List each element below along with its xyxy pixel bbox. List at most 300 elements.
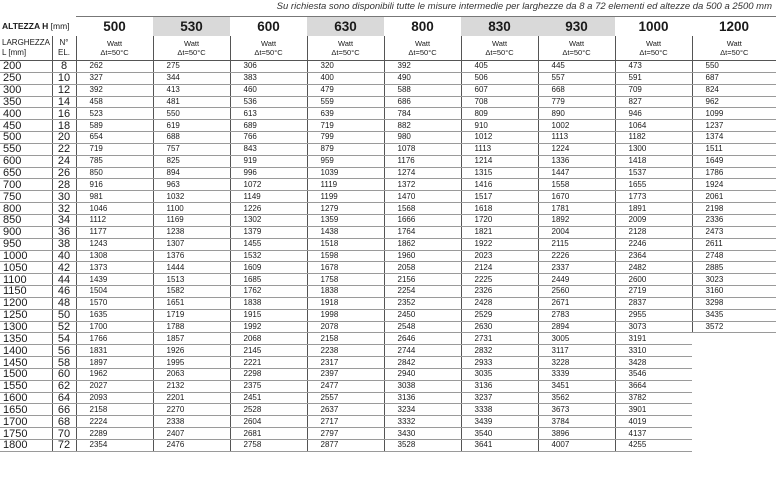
watt-value-cell: 1892 [538,214,615,226]
watt-unit-header [615,36,692,61]
watt-label: Watt [183,39,200,48]
watt-value-cell [692,392,776,404]
element-count-cell: 72 [52,440,76,452]
table-row [0,274,776,286]
watt-value-cell: 413 [153,84,230,96]
watt-value-cell: 1719 [153,309,230,321]
watt-value-cell: 1558 [538,179,615,191]
watt-value-cell: 1649 [692,155,776,167]
watt-value-cell: 1447 [538,167,615,179]
watt-value-cell: 2428 [461,297,538,309]
watt-value-cell: 607 [461,84,538,96]
element-count-cell: 10 [52,72,76,84]
table-row [0,357,776,369]
watt-value-cell: 2063 [153,368,230,380]
watt-value-cell: 2270 [153,404,230,416]
height-col-header: 600 [230,17,307,37]
width-column-header [0,36,52,61]
watt-value-cell: 2246 [615,238,692,250]
watt-value-cell: 1838 [230,297,307,309]
watt-value-cell: 1214 [461,155,538,167]
watt-value-cell: 3228 [538,357,615,369]
watt-value-cell: 1960 [384,250,461,262]
element-count-cell: 54 [52,333,76,345]
watt-value-cell: 687 [692,72,776,84]
table-row [0,380,776,392]
watt-value-cell: 3339 [538,368,615,380]
watt-value-cell: 1300 [615,143,692,155]
width-cell: 1300 [0,321,52,333]
height-col-header: 830 [461,17,538,37]
watt-value-cell: 3572 [692,321,776,333]
watt-value-cell: 4255 [615,440,692,452]
watt-value-cell: 1766 [76,333,153,345]
watt-value-cell: 1670 [538,191,615,203]
watt-value-cell: 2375 [230,380,307,392]
watt-value-cell: 3234 [384,404,461,416]
table-row [0,238,776,250]
delta-t-label: Δt=50°C [331,48,360,57]
width-cell: 1350 [0,333,52,345]
watt-value-cell: 1720 [461,214,538,226]
height-col-header: 530 [153,17,230,37]
watt-value-cell: 2128 [615,226,692,238]
watt-value-cell: 688 [153,132,230,144]
watt-value-cell: 2837 [615,297,692,309]
watt-value-cell: 1962 [76,368,153,380]
watt-value-cell: 996 [230,167,307,179]
watt-value-cell: 4137 [615,428,692,440]
element-count-cell: 28 [52,179,76,191]
table-row [0,368,776,380]
watt-value-cell: 2482 [615,262,692,274]
watt-value-cell: 1831 [76,345,153,357]
watt-value-cell: 1786 [692,167,776,179]
watt-value-cell: 2238 [307,345,384,357]
watt-value-cell: 2548 [384,321,461,333]
watt-value-cell: 1922 [461,238,538,250]
width-cell: 1450 [0,357,52,369]
width-cell: 1500 [0,368,52,380]
watt-value-cell: 2646 [384,333,461,345]
width-cell: 1600 [0,392,52,404]
watt-value-cell: 2115 [538,238,615,250]
watt-value-cell: 2317 [307,357,384,369]
table-row [0,262,776,274]
watt-value-cell: 1039 [307,167,384,179]
watt-value-cell: 1302 [230,214,307,226]
watt-value-cell: 709 [615,84,692,96]
watt-value-cell: 1651 [153,297,230,309]
watt-value-cell: 4019 [615,416,692,428]
watt-value-cell: 1224 [538,143,615,155]
element-count-cell: 12 [52,84,76,96]
table-row [0,84,776,96]
element-count-cell: 26 [52,167,76,179]
watt-value-cell: 1762 [230,286,307,298]
watt-value-cell: 481 [153,96,230,108]
watt-value-cell: 1897 [76,357,153,369]
watt-value-cell: 1315 [461,167,538,179]
count-label: N° [59,38,69,47]
heat-output-table [0,16,776,452]
watt-value-cell: 1226 [230,203,307,215]
watt-value-cell: 827 [615,96,692,108]
watt-value-cell: 2061 [692,191,776,203]
element-count-cell: 32 [52,203,76,215]
watt-value-cell: 2748 [692,250,776,262]
watt-value-cell: 2298 [230,368,307,380]
watt-value-cell: 3673 [538,404,615,416]
watt-value-cell: 275 [153,61,230,73]
watt-value-cell: 2364 [615,250,692,262]
table-row [0,416,776,428]
table-row [0,250,776,262]
watt-value-cell: 1002 [538,120,615,132]
watt-value-cell: 1998 [307,309,384,321]
watt-value-cell: 523 [76,108,153,120]
watt-value-cell: 1112 [76,214,153,226]
width-cell: 1200 [0,297,52,309]
watt-value-cell: 3428 [615,357,692,369]
table-row [0,179,776,191]
table-row [0,297,776,309]
table-row [0,108,776,120]
watt-value-cell: 3782 [615,392,692,404]
watt-value-cell: 2557 [307,392,384,404]
watt-value-cell: 2336 [692,214,776,226]
width-cell: 600 [0,155,52,167]
watt-value-cell: 1374 [692,132,776,144]
watt-unit-header [538,36,615,61]
watt-value-cell: 639 [307,108,384,120]
width-cell: 1550 [0,380,52,392]
watt-value-cell: 2758 [230,440,307,452]
watt-label: Watt [414,39,431,48]
watt-value-cell: 757 [153,143,230,155]
watt-value-cell: 2397 [307,368,384,380]
watt-value-cell: 2289 [76,428,153,440]
width-cell: 400 [0,108,52,120]
watt-value-cell: 2407 [153,428,230,440]
watt-value-cell: 1915 [230,309,307,321]
watt-label: Watt [726,39,742,48]
watt-value-cell: 2933 [461,357,538,369]
watt-value-cell: 2744 [384,345,461,357]
watt-value-cell: 1788 [153,321,230,333]
delta-t-label: Δt=50°C [562,48,591,57]
watt-value-cell: 3023 [692,274,776,286]
watt-value-cell: 1992 [230,321,307,333]
width-cell: 1050 [0,262,52,274]
watt-value-cell [692,368,776,380]
width-cell: 1650 [0,404,52,416]
watt-value-cell: 3332 [384,416,461,428]
element-count-header [52,36,76,61]
watt-value-cell: 3896 [538,428,615,440]
delta-t-label: Δt=50°C [408,48,437,57]
watt-value-cell: 2797 [307,428,384,440]
watt-value-cell: 890 [538,108,615,120]
watt-value-cell: 400 [307,72,384,84]
table-row [0,155,776,167]
element-count-cell: 24 [52,155,76,167]
delta-t-label: Δt=50°C [639,48,668,57]
height-header-row [0,17,776,37]
availability-note: Su richiesta sono disponibili tutte le misure intermedie per larghezze da 8 a 72 elementi ed altezze da 500 a 2500 mm [276,1,772,12]
watt-value-cell: 784 [384,108,461,120]
watt-value-cell: 2145 [230,345,307,357]
watt-value-cell: 1113 [461,143,538,155]
table-row [0,226,776,238]
table-row [0,96,776,108]
watt-value-cell: 1857 [153,333,230,345]
watt-value-cell: 1359 [307,214,384,226]
watt-value-cell: 919 [230,155,307,167]
watt-value-cell: 2221 [230,357,307,369]
watt-value-cell: 2337 [538,262,615,274]
watt-value-cell: 3562 [538,392,615,404]
watt-value-cell: 1609 [230,262,307,274]
watt-value-cell: 1032 [153,191,230,203]
watt-value-cell: 591 [615,72,692,84]
watt-value-cell: 879 [307,143,384,155]
width-unit: L [mm] [2,48,27,57]
element-count-cell: 50 [52,309,76,321]
watt-value-cell: 2611 [692,238,776,250]
watt-value-cell: 557 [538,72,615,84]
element-count-cell: 16 [52,108,76,120]
element-count-cell: 40 [52,250,76,262]
element-count-cell: 46 [52,286,76,298]
watt-value-cell: 550 [692,61,776,73]
watt-value-cell [692,440,776,452]
element-count-cell: 34 [52,214,76,226]
watt-value-cell: 2473 [692,226,776,238]
watt-value-cell: 619 [153,120,230,132]
watt-value-cell: 719 [76,143,153,155]
watt-value-cell: 2600 [615,274,692,286]
watt-value-cell: 1418 [615,155,692,167]
table-row [0,428,776,440]
watt-value-cell: 458 [76,96,153,108]
table-body [0,61,776,452]
watt-value-cell: 825 [153,155,230,167]
watt-value-cell: 1781 [538,203,615,215]
watt-value-cell: 1199 [307,191,384,203]
element-count-cell: 52 [52,321,76,333]
watt-value-cell: 2630 [461,321,538,333]
watt-value-cell: 3136 [384,392,461,404]
watt-value-cell: 1308 [76,250,153,262]
table-row [0,309,776,321]
width-cell: 800 [0,203,52,215]
watt-value-cell: 1821 [461,226,538,238]
watt-value-cell: 1169 [153,214,230,226]
watt-value-cell: 550 [153,108,230,120]
watt-value-cell: 3435 [692,309,776,321]
element-count-cell: 36 [52,226,76,238]
width-cell: 350 [0,96,52,108]
element-count-cell: 38 [52,238,76,250]
table-row [0,167,776,179]
watt-value-cell: 1279 [307,203,384,215]
watt-value-cell: 1372 [384,179,461,191]
element-count-cell: 44 [52,274,76,286]
watt-value-cell: 2254 [384,286,461,298]
watt-value-cell: 2885 [692,262,776,274]
watt-value-cell: 1700 [76,321,153,333]
width-cell: 1100 [0,274,52,286]
watt-label: Watt [645,39,662,48]
watt-value-cell: 910 [461,120,538,132]
width-cell: 850 [0,214,52,226]
watt-value-cell: 3310 [615,345,692,357]
watt-value-cell: 3073 [615,321,692,333]
watt-value-cell: 3237 [461,392,538,404]
watt-value-cell: 1891 [615,203,692,215]
watt-value-cell: 3901 [615,404,692,416]
watt-value-cell: 1373 [76,262,153,274]
width-cell: 200 [0,61,52,73]
watt-value-cell: 2671 [538,297,615,309]
watt-unit-header [307,36,384,61]
watt-value-cell: 1758 [307,274,384,286]
watt-value-cell: 1635 [76,309,153,321]
watt-value-cell: 2058 [384,262,461,274]
watt-value-cell: 3546 [615,368,692,380]
watt-value-cell: 506 [461,72,538,84]
watt-value-cell: 654 [76,132,153,144]
width-cell: 450 [0,120,52,132]
watt-label: Watt [337,39,354,48]
watt-value-cell: 1046 [76,203,153,215]
watt-value-cell: 686 [384,96,461,108]
watt-value-cell: 1618 [461,203,538,215]
width-cell: 1750 [0,428,52,440]
watt-value-cell: 3439 [461,416,538,428]
watt-value-cell: 3117 [538,345,615,357]
table-row [0,333,776,345]
watt-value-cell: 479 [307,84,384,96]
watt-value-cell: 383 [230,72,307,84]
width-cell: 1000 [0,250,52,262]
watt-value-cell: 1072 [230,179,307,191]
width-cell: 750 [0,191,52,203]
watt-value-cell: 843 [230,143,307,155]
delta-t-label: Δt=50°C [100,48,129,57]
height-axis-label [0,17,76,37]
watt-value-cell: 2637 [307,404,384,416]
element-count-cell: 14 [52,96,76,108]
watt-value-cell: 1100 [153,203,230,215]
watt-value-cell: 2731 [461,333,538,345]
watt-value-cell: 3035 [461,368,538,380]
table-row [0,214,776,226]
watt-value-cell: 2560 [538,286,615,298]
watt-value-cell: 1149 [230,191,307,203]
watt-value-cell: 689 [230,120,307,132]
watt-value-cell: 1568 [384,203,461,215]
delta-t-label: Δt=50°C [177,48,206,57]
watt-value-cell: 2158 [307,333,384,345]
watt-value-cell: 1838 [307,286,384,298]
watt-value-cell: 799 [307,132,384,144]
watt-value-cell: 320 [307,61,384,73]
watt-value-cell: 262 [76,61,153,73]
watt-value-cell: 1012 [461,132,538,144]
height-col-header: 630 [307,17,384,37]
watt-value-cell: 1918 [307,297,384,309]
watt-value-cell: 1995 [153,357,230,369]
watt-value-cell [692,345,776,357]
watt-unit-header [461,36,538,61]
watt-unit-header [76,36,153,61]
watt-value-cell: 894 [153,167,230,179]
watt-value-cell: 3191 [615,333,692,345]
watt-label: Watt [568,39,585,48]
watt-value-cell: 719 [307,120,384,132]
table-row [0,286,776,298]
watt-value-cell: 445 [538,61,615,73]
width-cell: 1150 [0,286,52,298]
watt-value-cell [692,357,776,369]
watt-value-cell: 2338 [153,416,230,428]
watt-value-cell: 392 [76,84,153,96]
width-cell: 700 [0,179,52,191]
watt-value-cell: 963 [153,179,230,191]
watt-value-cell: 3784 [538,416,615,428]
watt-label: Watt [106,39,123,48]
watt-value-cell: 2476 [153,440,230,452]
element-count-cell: 62 [52,380,76,392]
watt-value-cell: 4007 [538,440,615,452]
watt-value-cell: 785 [76,155,153,167]
watt-value-cell: 1078 [384,143,461,155]
element-count-cell: 8 [52,61,76,73]
watt-value-cell: 2198 [692,203,776,215]
watt-value-cell: 2877 [307,440,384,452]
watt-value-cell: 1685 [230,274,307,286]
watt-value-cell: 2719 [615,286,692,298]
watt-value-cell: 1182 [615,132,692,144]
watt-value-cell: 2132 [153,380,230,392]
watt-value-cell: 668 [538,84,615,96]
watt-value-cell: 916 [76,179,153,191]
watt-value-cell: 344 [153,72,230,84]
watt-value-cell: 2783 [538,309,615,321]
watt-value-cell: 460 [230,84,307,96]
watt-value-cell: 1176 [384,155,461,167]
watt-value-cell: 3038 [384,380,461,392]
width-cell: 550 [0,143,52,155]
watt-value-cell: 1439 [76,274,153,286]
watt-value-cell: 2023 [461,250,538,262]
watt-value-cell: 490 [384,72,461,84]
height-col-header: 1000 [615,17,692,37]
width-cell: 300 [0,84,52,96]
count-label-el: EL. [58,48,71,57]
element-count-cell: 66 [52,404,76,416]
watt-value-cell: 3005 [538,333,615,345]
watt-value-cell: 2004 [538,226,615,238]
width-cell: 1800 [0,440,52,452]
table-row [0,120,776,132]
watt-value-cell: 1598 [307,250,384,262]
element-count-cell: 60 [52,368,76,380]
element-count-cell: 30 [52,191,76,203]
watt-unit-header [230,36,307,61]
